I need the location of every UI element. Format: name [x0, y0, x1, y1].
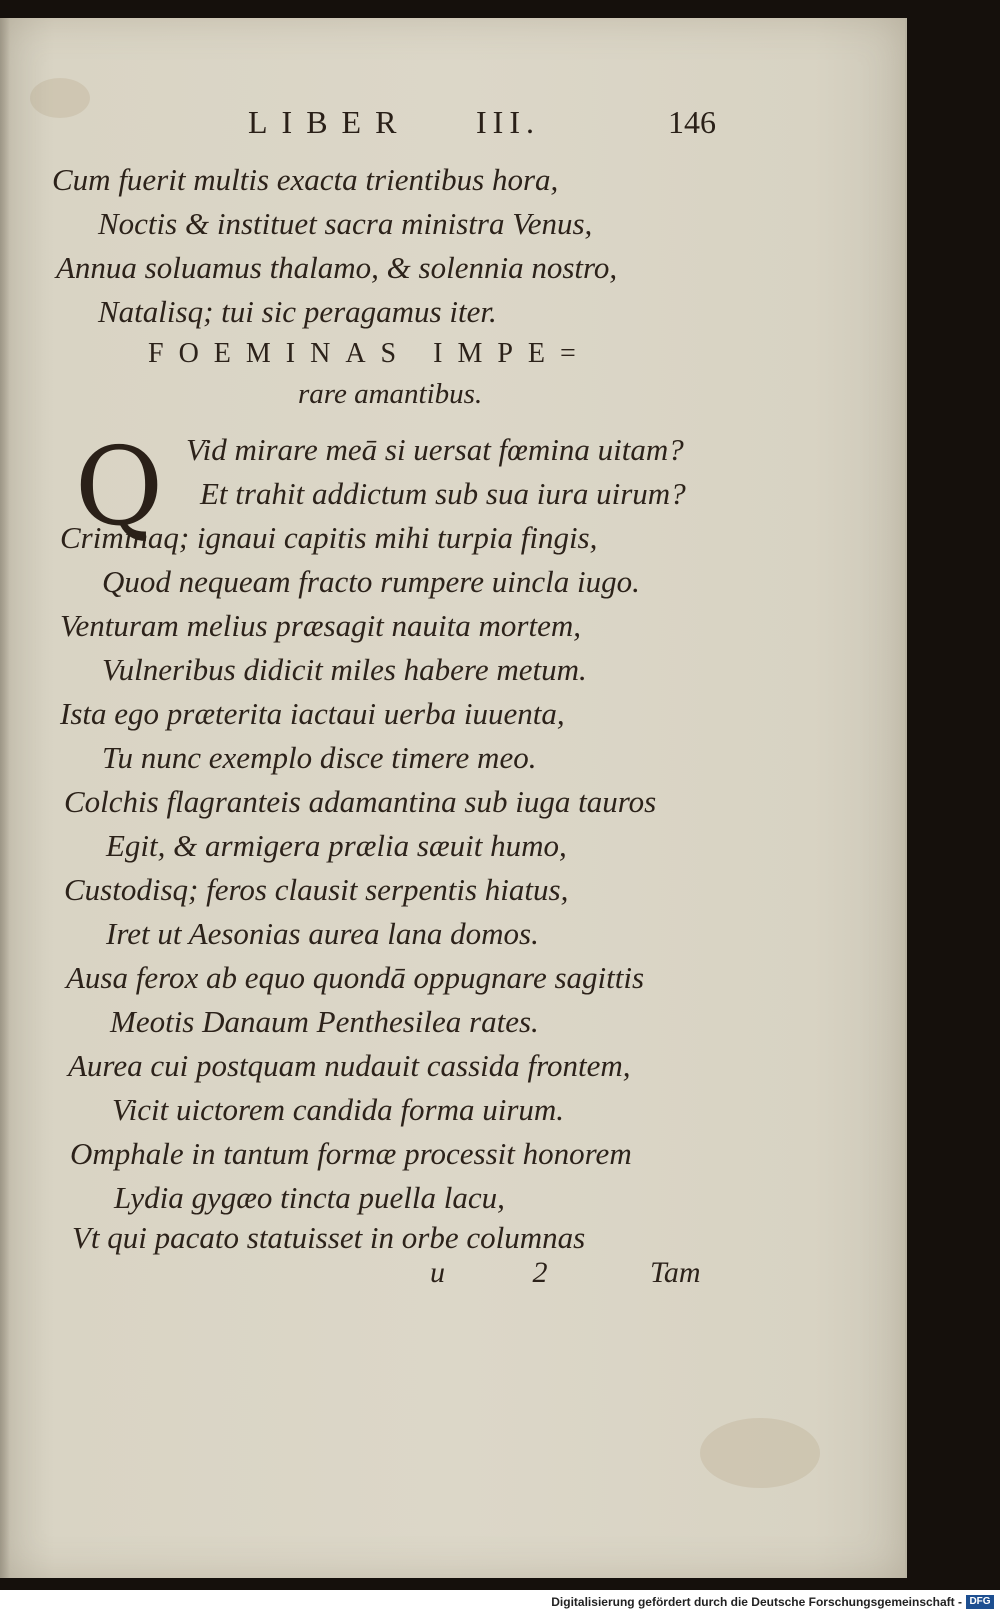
verse-line: Natalisq; tui sic peragamus iter.	[98, 294, 497, 329]
page-footer	[0, 1256, 905, 1296]
book-number: III.	[476, 104, 540, 140]
drop-initial: Q	[74, 425, 164, 550]
verse-line: Venturam melius præsagit nauita mortem,	[60, 608, 581, 643]
verse-line: Noctis & instituet sacra ministra Venus,	[98, 206, 593, 241]
verse-line: Quod nequeam fracto rumpere uincla iugo.	[102, 564, 640, 599]
section-heading: FOEMINAS IMPE=	[148, 338, 591, 369]
section-heading-continuation: rare amantibus.	[298, 378, 483, 410]
page-number: 146	[668, 104, 716, 140]
verse-line: Cum fuerit multis exacta trientibus hora,	[52, 162, 559, 197]
verse-line: Vicit uictorem candida forma uirum.	[112, 1092, 565, 1127]
verse-line: Meotis Danaum Penthesilea rates.	[110, 1004, 539, 1039]
credit-text: Digitalisierung gefördert durch die Deutsche Forschungsgemeinschaft -	[551, 1595, 962, 1609]
verse-line: Custodisq; feros clausit serpentis hiatus,	[64, 872, 569, 907]
verse-line: Criminaq; ignaui capitis mihi turpia fingis,	[60, 520, 598, 555]
verse-line: Lydia gygæo tincta puella lacu,	[114, 1180, 505, 1215]
verse-line: Vt qui pacato statuisset in orbe columnas	[72, 1220, 586, 1255]
running-title: LIBER	[248, 104, 411, 140]
verse-line: Aurea cui postquam nudauit cassida frontem,	[68, 1048, 631, 1083]
paper-stain	[30, 78, 90, 118]
page-gutter-shadow	[0, 18, 10, 1578]
running-header	[240, 104, 730, 154]
credit-bar	[0, 1590, 1000, 1615]
catchword: Tam	[650, 1256, 701, 1289]
verse-line: Ista ego præterita iactaui uerba iuuenta,	[60, 696, 565, 731]
verse-line: Vid mirare meā si uersat fœmina uitam?	[186, 432, 684, 467]
verse-line: Et trahit addictum sub sua iura uirum?	[200, 476, 686, 511]
verse-line: Vulneribus didicit miles habere metum.	[102, 652, 587, 687]
dfg-logo-icon: DFG	[966, 1595, 994, 1609]
verse-line: Iret ut Aesonias aurea lana domos.	[106, 916, 539, 951]
verse-line: Colchis flagranteis adamantina sub iuga tauros	[64, 784, 657, 819]
verse-line: Egit, & armigera prælia sæuit humo,	[106, 828, 567, 863]
book-page	[0, 18, 907, 1578]
verse-line: Omphale in tantum formæ processit honorem	[70, 1136, 632, 1171]
paper-stain	[700, 1418, 820, 1488]
signature-mark: u 2	[430, 1256, 588, 1289]
verse-line: Annua soluamus thalamo, & solennia nostro,	[56, 250, 618, 285]
verse-line: Ausa ferox ab equo quondā oppugnare sagittis	[66, 960, 645, 995]
verse-line: Tu nunc exemplo disce timere meo.	[102, 740, 537, 775]
